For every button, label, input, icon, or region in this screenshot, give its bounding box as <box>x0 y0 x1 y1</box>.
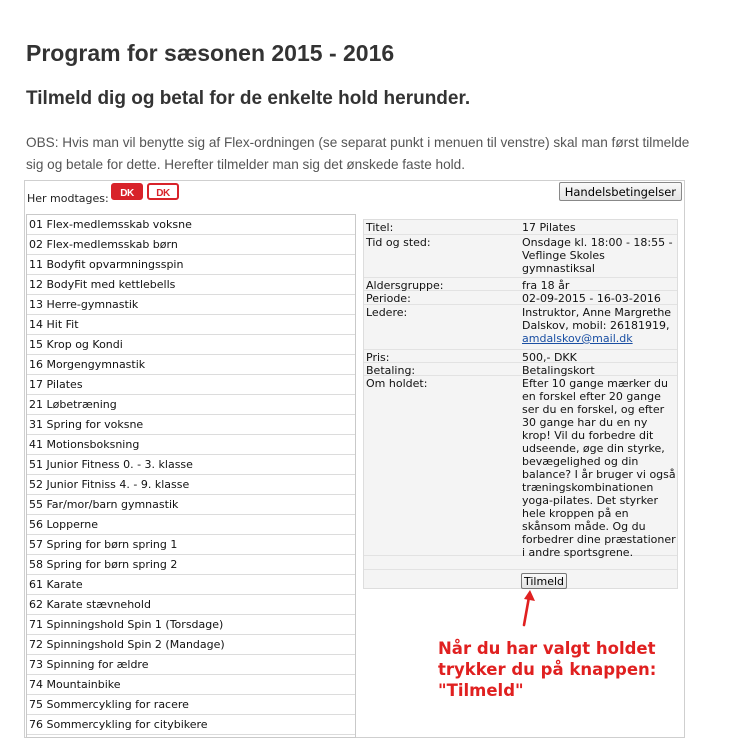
team-list-item[interactable]: 01 Flex-medlemsskab voksne <box>27 215 355 235</box>
detail-row-time <box>364 235 677 278</box>
detail-period-label: Periode: <box>366 292 411 305</box>
widget-topbar <box>25 181 684 213</box>
page-title: Program for sæsonen 2015 - 2016 <box>26 40 395 66</box>
detail-row-payment <box>364 363 677 376</box>
detail-age-label: Aldersgruppe: <box>366 279 444 292</box>
team-list-item[interactable]: 51 Junior Fitness 0. - 3. klasse <box>27 455 355 475</box>
team-list-item[interactable]: 75 Sommercykling for racere <box>27 695 355 715</box>
team-list-item[interactable]: 73 Spinning for ældre <box>27 655 355 675</box>
detail-about-label: Om holdet: <box>366 377 428 390</box>
pointer-arrow-icon <box>516 588 540 628</box>
terms-button[interactable]: Handelsbetingelser <box>559 182 682 201</box>
receives-label: Her modtages: <box>27 192 109 205</box>
detail-time-label: Tid og sted: <box>366 236 431 249</box>
team-list-item[interactable]: 72 Spinningshold Spin 2 (Mandage) <box>27 635 355 655</box>
detail-leaders-value <box>522 306 678 345</box>
page-subtitle: Tilmeld dig og betal for de enkelte hold herunder. <box>26 88 471 109</box>
detail-payment-value: Betalingskort <box>522 364 595 377</box>
team-list-item[interactable]: 58 Spring for børn spring 2 <box>27 555 355 575</box>
team-list-item[interactable]: 14 Hit Fit <box>27 315 355 335</box>
detail-about-value: Efter 10 gange mærker du en forskel efter 20 gange ser du en forskel, og efter 30 gange har du en ny krop! Vil du forbedre dit udseende, øge din styrke, bevægelighed og din balance? I år bruger vi også træningskombinationen yoga-pilates. Det styrker hele kroppen på en skånsom måde. Og du forbedrer dine præstationer i andre sportsgrene. <box>522 377 676 559</box>
detail-price-label: Pris: <box>366 351 390 364</box>
detail-leaders-text: Instruktor, Anne Margrethe Dalskov, mobil: 26181919, <box>522 306 672 332</box>
team-detail-panel <box>363 219 678 589</box>
leader-email-link[interactable]: amdalskov@mail.dk <box>522 332 633 345</box>
detail-payment-label: Betaling: <box>366 364 416 377</box>
team-list-item[interactable]: 17 Pilates <box>27 375 355 395</box>
team-list-item[interactable]: 02 Flex-medlemsskab børn <box>27 235 355 255</box>
detail-row-period <box>364 291 677 305</box>
team-list-item[interactable]: 55 Far/mor/barn gymnastik <box>27 495 355 515</box>
team-list-item[interactable]: 13 Herre-gymnastik <box>27 295 355 315</box>
team-list-item[interactable]: 62 Karate stævnehold <box>27 595 355 615</box>
team-list-item[interactable]: 76 Sommercykling for citybikere <box>27 715 355 735</box>
team-list-item[interactable]: 31 Spring for voksne <box>27 415 355 435</box>
team-list-item[interactable]: 41 Motionsboksning <box>27 435 355 455</box>
detail-price-value: 500,- DKK <box>522 351 577 364</box>
detail-title-value: 17 Pilates <box>522 221 576 234</box>
detail-period-value: 02-09-2015 - 16-03-2016 <box>522 292 661 305</box>
team-list-item[interactable]: 16 Morgengymnastik <box>27 355 355 375</box>
team-list-item[interactable]: 15 Krop og Kondi <box>27 335 355 355</box>
detail-row-title <box>364 220 677 235</box>
instruction-note: Når du har valgt holdet trykker du på knappen: "Tilmeld" <box>438 639 657 700</box>
team-list-item[interactable]: 11 Bodyfit opvarmningsspin <box>27 255 355 275</box>
detail-title-label: Titel: <box>366 221 394 234</box>
signup-button[interactable]: Tilmeld <box>521 573 567 589</box>
detail-time-value: Onsdage kl. 18:00 - 18:55 - Veflinge Skoles gymnastiksal <box>522 236 673 275</box>
detail-leaders-label: Ledere: <box>366 306 408 319</box>
team-list-item[interactable]: 71 Spinningshold Spin 1 (Torsdage) <box>27 615 355 635</box>
detail-row-leaders <box>364 305 677 350</box>
team-list <box>26 214 356 738</box>
detail-row-price <box>364 350 677 363</box>
detail-age-value: fra 18 år <box>522 279 570 292</box>
visa-dankort-logo: DK <box>147 183 179 200</box>
team-list-item[interactable]: 12 BodyFit med kettlebells <box>27 275 355 295</box>
team-list-item[interactable]: 57 Spring for børn spring 1 <box>27 535 355 555</box>
team-list-item[interactable]: 74 Mountainbike <box>27 675 355 695</box>
detail-row-spacer <box>364 556 677 570</box>
dankort-logo: DK <box>111 183 143 200</box>
detail-row-about <box>364 376 677 559</box>
team-list-item[interactable]: 61 Karate <box>27 575 355 595</box>
team-list-item[interactable]: 56 Lopperne <box>27 515 355 535</box>
team-list-item[interactable]: 52 Junior Fitniss 4. - 9. klasse <box>27 475 355 495</box>
team-list-item[interactable]: 21 Løbetræning <box>27 395 355 415</box>
detail-row-age <box>364 278 677 291</box>
obs-notice: OBS: Hvis man vil benytte sig af Flex-ordningen (se separat punkt i menuen til venstre) skal man først tilmelde sig og betale for dette. Herefter tilmelder man sig det ønskede faste hold. <box>26 135 690 172</box>
